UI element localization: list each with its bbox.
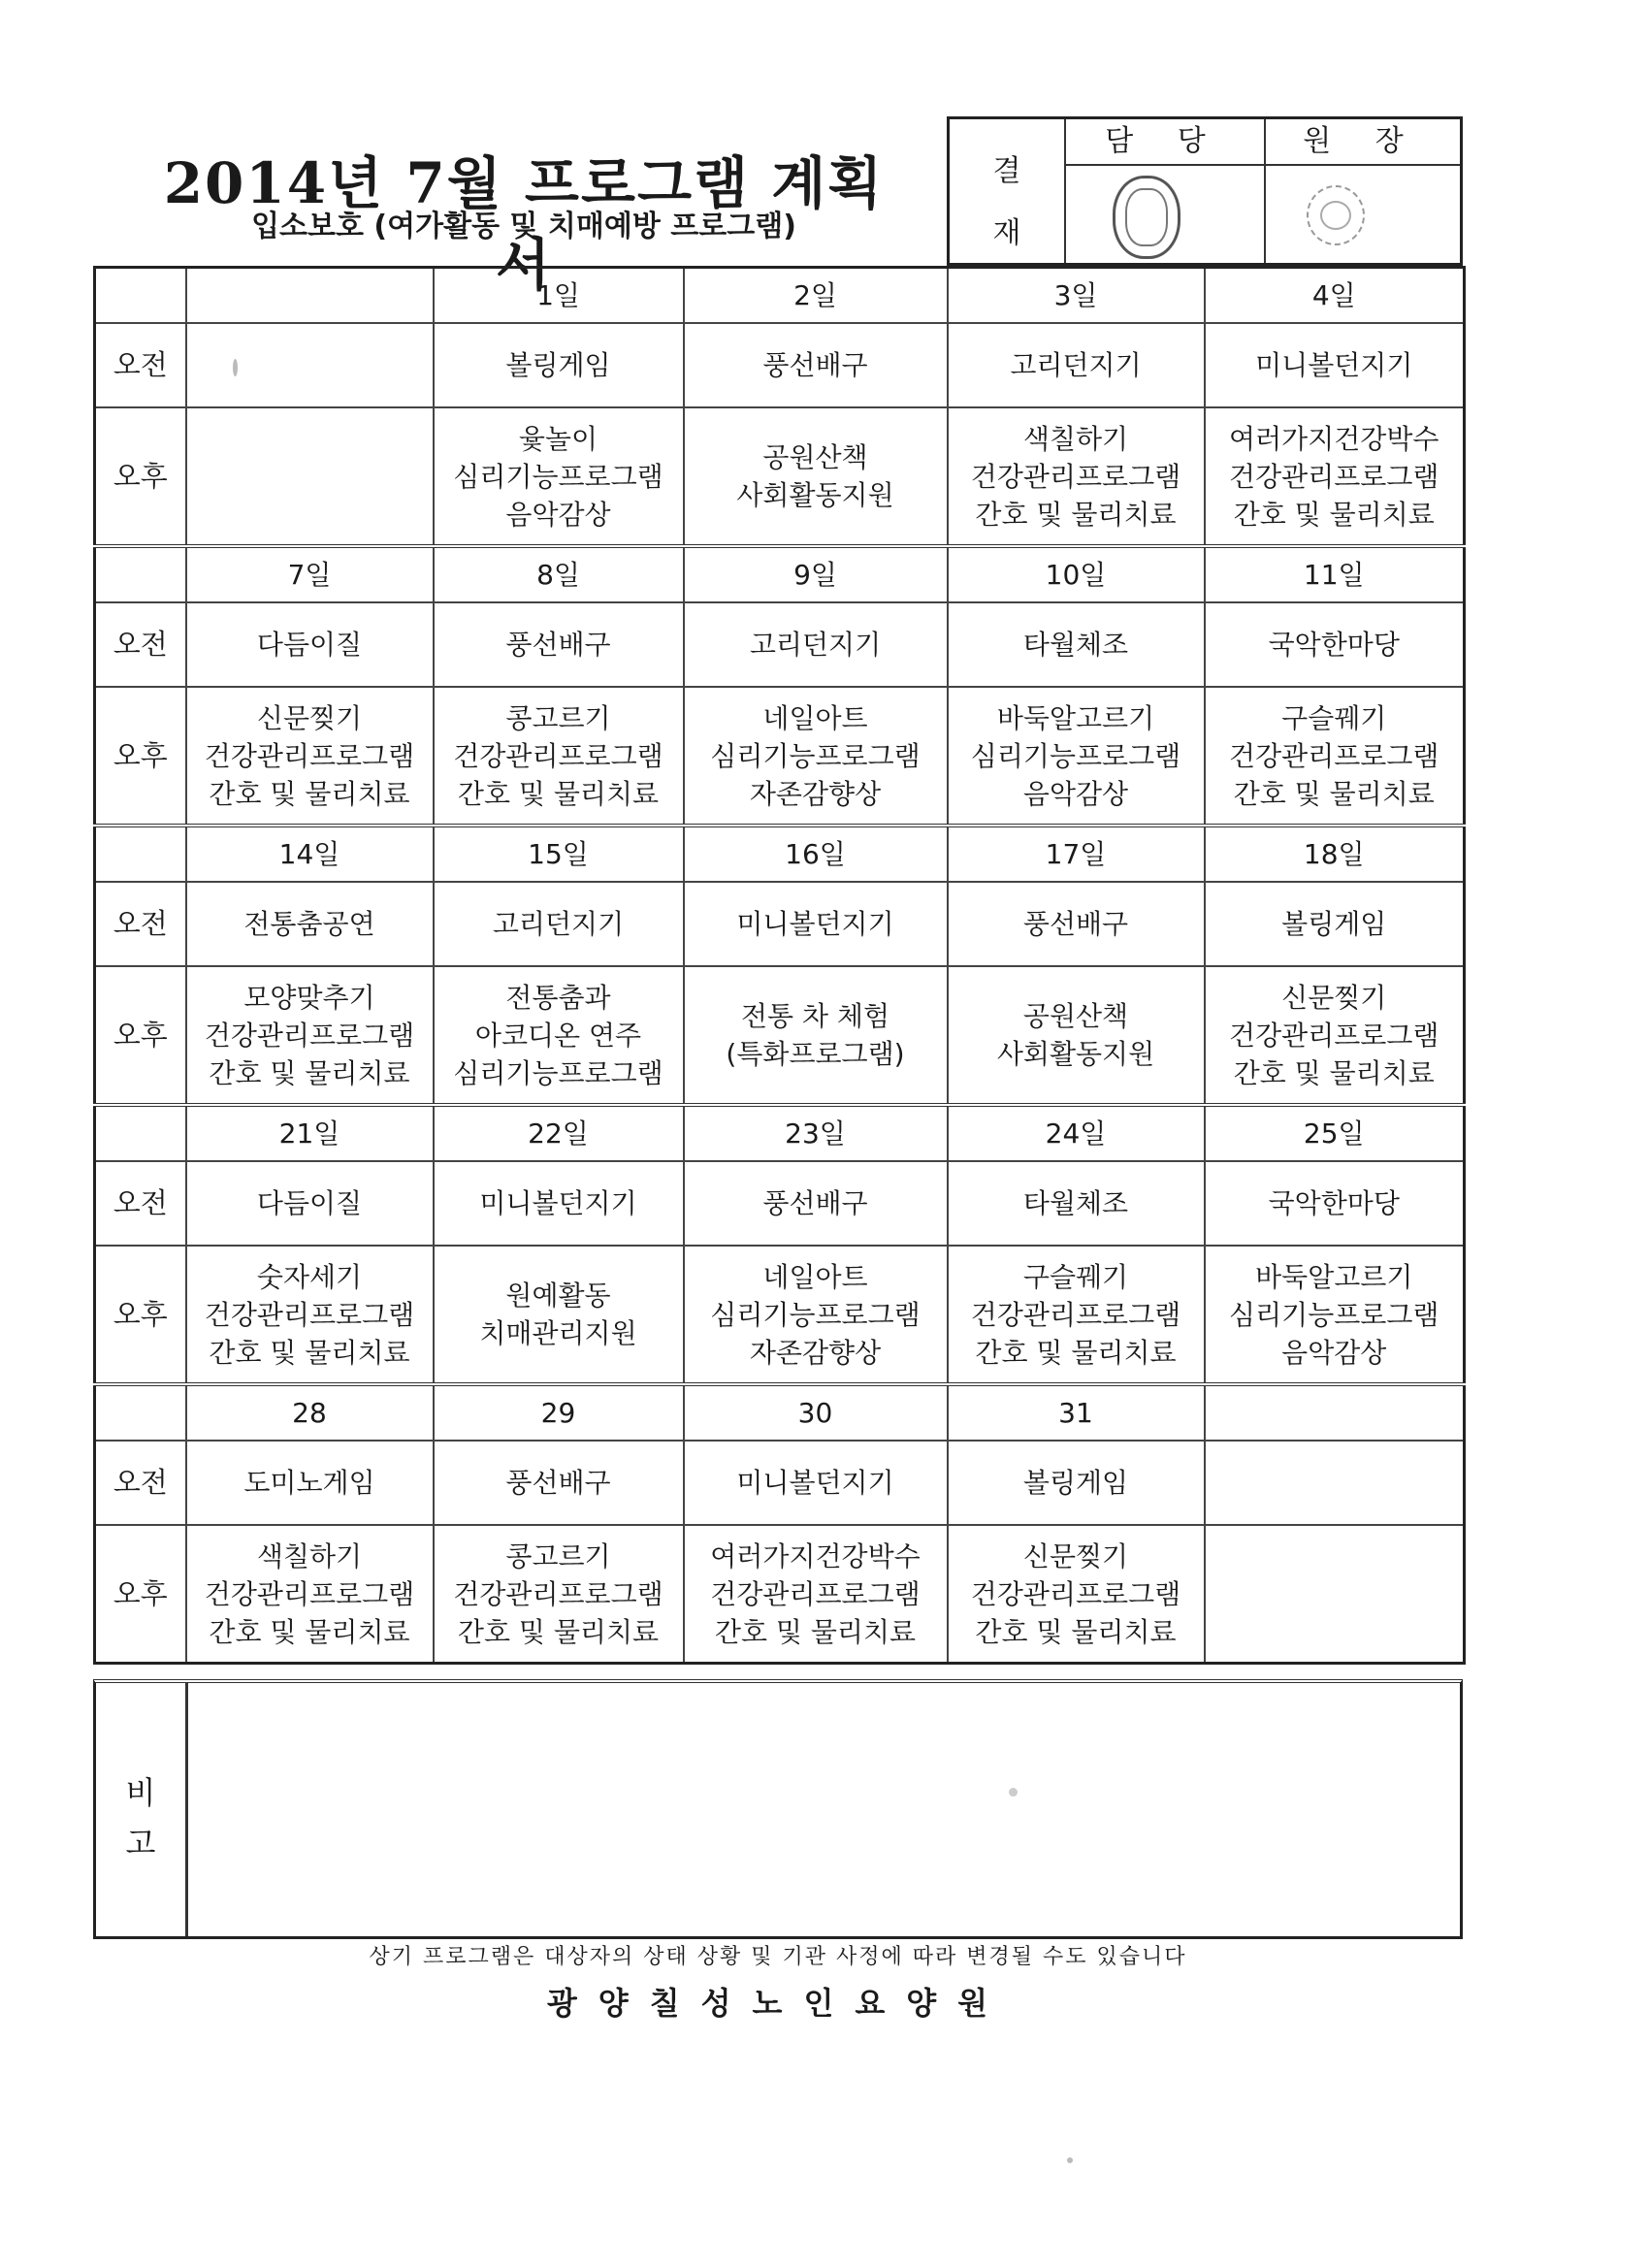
pm-program-line: 음악감상 (1281, 1336, 1387, 1369)
pm-program-line: 심리기능프로그램 (1229, 1298, 1439, 1331)
pm-program-line: 색칠하기 (256, 1539, 363, 1572)
am-program-cell: 다듬이질 (186, 602, 434, 687)
am-program-cell (1205, 1441, 1465, 1525)
date-cell: 1일 (434, 268, 684, 324)
row-label-blank (95, 1105, 186, 1161)
date-cell: 23일 (684, 1105, 948, 1161)
pm-program-line: 간호 및 물리치료 (209, 777, 410, 810)
pm-program-cell (1205, 407, 1465, 546)
pm-program-line: 간호 및 물리치료 (209, 1056, 410, 1089)
am-program-cell: 국악한마당 (1205, 602, 1465, 687)
am-program-cell: 풍선배구 (948, 882, 1205, 966)
approval-column-staff (1064, 119, 1266, 263)
pm-program-line: 신문찢기 (1281, 981, 1387, 1014)
am-row (95, 1161, 1465, 1246)
pm-program-cell (948, 687, 1205, 826)
date-cell: 7일 (186, 546, 434, 602)
am-program-cell: 국악한마당 (1205, 1161, 1465, 1246)
pm-program-cell (684, 966, 948, 1105)
date-row (95, 1384, 1465, 1441)
pm-program-cell (948, 1525, 1205, 1664)
pm-label: 오후 (95, 407, 186, 546)
am-program-cell: 볼링게임 (434, 323, 684, 407)
pm-program-line: 공원산책 (762, 441, 868, 473)
pm-program-cell (684, 407, 948, 546)
am-program-cell: 볼링게임 (1205, 882, 1465, 966)
date-cell: 17일 (948, 826, 1205, 882)
pm-program-line: 심리기능프로그램 (453, 460, 663, 493)
pm-program-line: 건강관리프로그램 (204, 1019, 415, 1052)
pm-program-cell (434, 1525, 684, 1664)
date-row (95, 826, 1465, 882)
am-program-cell: 고리던지기 (434, 882, 684, 966)
pm-program-line: 네일아트 (762, 1260, 868, 1293)
approval-box (947, 116, 1463, 266)
date-row (95, 546, 1465, 602)
pm-program-line: 건강관리프로그램 (204, 1298, 415, 1331)
row-label-blank (95, 826, 186, 882)
pm-program-line: 심리기능프로그램 (453, 1056, 663, 1089)
am-program-cell: 미니볼던지기 (1205, 323, 1465, 407)
pm-program-line: 신문찢기 (1022, 1539, 1129, 1572)
approval-label-top: 결 (992, 154, 1021, 188)
pm-program-line: 간호 및 물리치료 (714, 1615, 917, 1648)
approval-column-director (1264, 119, 1460, 263)
am-program-cell (186, 323, 434, 407)
pm-program-line: 원예활동 (505, 1280, 611, 1312)
am-program-cell: 미니볼던지기 (684, 1441, 948, 1525)
am-program-cell: 미니볼던지기 (434, 1161, 684, 1246)
date-row (95, 1105, 1465, 1161)
approval-label-bottom: 재 (992, 216, 1021, 250)
date-cell: 2일 (684, 268, 948, 324)
pm-program-line: 간호 및 물리치료 (975, 1615, 1177, 1648)
am-label: 오전 (95, 602, 186, 687)
pm-program-line: 간호 및 물리치료 (209, 1615, 410, 1648)
remarks-box (93, 1679, 1463, 1939)
pm-program-line: 구슬꿰기 (1281, 701, 1387, 734)
approval-staff-header: 담 당 (1064, 119, 1264, 166)
pm-program-line: 심리기능프로그램 (710, 1298, 921, 1331)
pm-program-cell (186, 407, 434, 546)
am-program-cell: 도미노게임 (186, 1441, 434, 1525)
scan-speck (1067, 2157, 1073, 2163)
am-row (95, 1441, 1465, 1525)
pm-program-line: 간호 및 물리치료 (1233, 777, 1435, 810)
pm-program-line: 신문찢기 (256, 701, 363, 734)
document-title: 2014년 7월 프로그램 계획서 (163, 150, 885, 298)
am-program-cell: 타월체조 (948, 1161, 1205, 1246)
pm-program-line: 콩고르기 (505, 701, 611, 734)
date-cell (186, 268, 434, 324)
pm-program-line: 구슬꿰기 (1022, 1260, 1129, 1293)
date-cell: 11일 (1205, 546, 1465, 602)
pm-program-line: 심리기능프로그램 (710, 739, 921, 772)
am-program-cell: 다듬이질 (186, 1161, 434, 1246)
pm-program-line: 건강관리프로그램 (204, 1577, 415, 1610)
scan-speck (1009, 1788, 1018, 1797)
am-program-cell: 풍선배구 (684, 323, 948, 407)
date-cell: 16일 (684, 826, 948, 882)
date-cell: 25일 (1205, 1105, 1465, 1161)
date-cell: 24일 (948, 1105, 1205, 1161)
document-subtitle: 입소보호 (여가활동 및 치매예방 프로그램) (251, 210, 796, 243)
am-row (95, 882, 1465, 966)
pm-program-cell (1205, 966, 1465, 1105)
remarks-label (96, 1683, 188, 1936)
date-cell: 29 (434, 1384, 684, 1441)
pm-program-line: 간호 및 물리치료 (975, 498, 1177, 531)
pm-program-cell (186, 1246, 434, 1384)
row-label-blank (95, 546, 186, 602)
pm-program-line: 숫자세기 (256, 1260, 363, 1293)
pm-program-line: 건강관리프로그램 (710, 1577, 921, 1610)
row-label-blank (95, 268, 186, 324)
pm-program-line: 건강관리프로그램 (1229, 460, 1439, 493)
pm-program-line: 음악감상 (505, 498, 611, 531)
pm-row (95, 407, 1465, 546)
date-cell: 28 (186, 1384, 434, 1441)
am-program-cell: 고리던지기 (948, 323, 1205, 407)
pm-program-line: 여러가지건강박수 (710, 1539, 921, 1572)
date-cell: 31 (948, 1384, 1205, 1441)
am-program-cell: 볼링게임 (948, 1441, 1205, 1525)
pm-program-cell (434, 966, 684, 1105)
pm-program-cell (948, 407, 1205, 546)
pm-program-line: 건강관리프로그램 (1229, 739, 1439, 772)
staff-seal-stamp (1113, 176, 1180, 259)
pm-program-line: 콩고르기 (505, 1539, 611, 1572)
approval-director-header: 원 장 (1264, 119, 1460, 166)
pm-program-line: 자존감향상 (749, 1336, 882, 1369)
pm-program-line: 전통춤과 (505, 981, 611, 1014)
date-cell: 18일 (1205, 826, 1465, 882)
pm-label: 오후 (95, 1525, 186, 1664)
pm-program-cell (684, 1525, 948, 1664)
pm-program-line: 바둑알고르기 (1255, 1260, 1413, 1293)
pm-label: 오후 (95, 966, 186, 1105)
pm-program-line: 음악감상 (1022, 777, 1129, 810)
remarks-label-top: 비 (125, 1774, 156, 1811)
approval-label (950, 119, 1066, 263)
pm-program-line: 건강관리프로그램 (453, 1577, 663, 1610)
pm-label: 오후 (95, 687, 186, 826)
am-label: 오전 (95, 882, 186, 966)
change-notice: 상기 프로그램은 대상자의 상태 상황 및 기관 사정에 따라 변경될 수도 있습니다 (369, 1945, 1187, 1969)
am-row (95, 323, 1465, 407)
am-label: 오전 (95, 1441, 186, 1525)
remarks-label-bottom: 고 (125, 1825, 156, 1862)
date-cell: 3일 (948, 268, 1205, 324)
pm-program-cell (684, 1246, 948, 1384)
am-program-cell: 미니볼던지기 (684, 882, 948, 966)
pm-row (95, 1525, 1465, 1664)
pm-program-cell (434, 687, 684, 826)
pm-program-line: 사회활동지원 (996, 1038, 1155, 1070)
am-program-cell: 전통춤공연 (186, 882, 434, 966)
organization-name: 광양칠성노인요양원 (546, 1985, 1010, 2022)
schedule-table (93, 266, 1466, 1665)
date-cell: 14일 (186, 826, 434, 882)
pm-program-line: 아코디온 연주 (474, 1019, 642, 1052)
pm-program-line: 모양맞추기 (243, 981, 375, 1014)
pm-program-line: 간호 및 물리치료 (209, 1336, 410, 1369)
date-cell: 9일 (684, 546, 948, 602)
pm-program-line: 색칠하기 (1022, 422, 1129, 455)
pm-program-line: 건강관리프로그램 (970, 460, 1181, 493)
date-cell: 22일 (434, 1105, 684, 1161)
pm-program-cell (1205, 687, 1465, 826)
date-cell: 10일 (948, 546, 1205, 602)
am-label: 오전 (95, 1161, 186, 1246)
pm-label: 오후 (95, 1246, 186, 1384)
pm-program-line: 전통 차 체험 (740, 1000, 890, 1032)
date-row (95, 268, 1465, 324)
pm-program-line: 건강관리프로그램 (970, 1298, 1181, 1331)
pm-program-line: 간호 및 물리치료 (457, 777, 660, 810)
date-cell: 30 (684, 1384, 948, 1441)
row-label-blank (95, 1384, 186, 1441)
pm-program-line: 간호 및 물리치료 (975, 1336, 1177, 1369)
date-cell (1205, 1384, 1465, 1441)
date-cell: 8일 (434, 546, 684, 602)
pm-program-line: 간호 및 물리치료 (457, 1615, 660, 1648)
pm-program-cell (186, 687, 434, 826)
pm-program-line: 공원산책 (1022, 1000, 1129, 1032)
pm-program-line: 사회활동지원 (736, 479, 894, 511)
pm-row (95, 966, 1465, 1105)
pm-program-cell (1205, 1246, 1465, 1384)
pm-program-line: 여러가지건강박수 (1229, 422, 1439, 455)
pm-program-cell (948, 1246, 1205, 1384)
pm-program-cell (434, 1246, 684, 1384)
pm-program-line: 네일아트 (762, 701, 868, 734)
pm-program-line: 건강관리프로그램 (970, 1577, 1181, 1610)
pm-program-line: 바둑알고르기 (996, 701, 1155, 734)
am-label: 오전 (95, 323, 186, 407)
date-cell: 21일 (186, 1105, 434, 1161)
director-seal-stamp (1307, 185, 1365, 245)
pm-program-line: 건강관리프로그램 (1229, 1019, 1439, 1052)
pm-program-line: 치매관리지원 (479, 1317, 637, 1349)
pm-program-cell (434, 407, 684, 546)
date-cell: 15일 (434, 826, 684, 882)
am-program-cell: 풍선배구 (434, 602, 684, 687)
pm-program-line: 자존감향상 (749, 777, 882, 810)
scan-speck (233, 359, 238, 376)
pm-program-cell (1205, 1525, 1465, 1664)
pm-program-line: (특화프로그램) (726, 1038, 905, 1070)
pm-program-line: 건강관리프로그램 (453, 739, 663, 772)
pm-program-line: 간호 및 물리치료 (1233, 1056, 1435, 1089)
pm-program-line: 심리기능프로그램 (970, 739, 1181, 772)
am-program-cell: 풍선배구 (434, 1441, 684, 1525)
am-program-cell: 타월체조 (948, 602, 1205, 687)
am-program-cell: 풍선배구 (684, 1161, 948, 1246)
pm-program-cell (186, 966, 434, 1105)
pm-row (95, 687, 1465, 826)
pm-program-cell (186, 1525, 434, 1664)
am-row (95, 602, 1465, 687)
am-program-cell: 고리던지기 (684, 602, 948, 687)
pm-program-line: 간호 및 물리치료 (1233, 498, 1435, 531)
pm-program-cell (948, 966, 1205, 1105)
pm-program-cell (684, 687, 948, 826)
pm-row (95, 1246, 1465, 1384)
pm-program-line: 윷놀이 (518, 422, 598, 455)
pm-program-line: 건강관리프로그램 (204, 739, 415, 772)
date-cell: 4일 (1205, 268, 1465, 324)
